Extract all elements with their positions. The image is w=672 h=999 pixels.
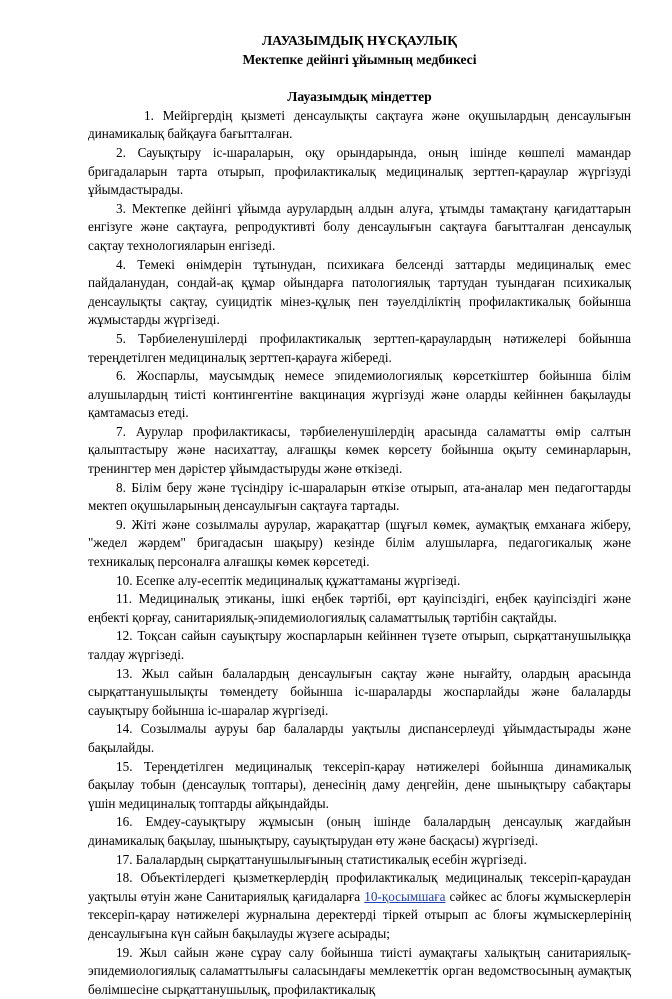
duties-list — [88, 107, 631, 999]
duty-item: 17. Балалардың сырқаттанушылығының статистикалық есебін жүргізеді. — [88, 851, 631, 870]
duty-item: 5. Тәрбиеленушілерді профилактикалық зерттеп-қараулардың нәтижелері бойынша тереңдетілген медициналық зерттеп-қарауға жібереді. — [88, 330, 631, 367]
duty-item: 15. Тереңдетілген медициналық тексеріп-қарау нәтижелері бойынша динамикалық бақылау тобын (денсаулық топтары), денесінің даму деңгейін, дене шынықтыру сабақтары үшін медициналық топтарды айқындайды. — [88, 758, 631, 814]
duty-item: 3. Мектепке дейінгі ұйымда аурулардың алдын алуға, ұтымды тамақтану қағидаттарын енгізуге және сақтауға, репродуктивті болу денсаулығын сақтауға бағытталған денсаулық сақтау технологияларын енгізеді. — [88, 200, 631, 256]
duty-item: 4. Темекі өнімдерін тұтынудан, психикаға белсенді заттарды медициналық емес пайдаланудан, сондай-ақ құмар ойындарға патологиялық тартудан туындаған психикалық денсаулықты сақтау, суицидтік мінез-құлық пен тәуелділіктің профилактикалық бойынша жұмыстарды жүргізеді. — [88, 256, 631, 330]
duty-item: 14. Созылмалы ауруы бар балаларды уақтылы диспансерлеуді ұйымдастырады және бақылайды. — [88, 720, 631, 757]
document-body — [88, 32, 631, 999]
duty-item: 2. Сауықтыру іс-шараларын, оқу орындарында, оның ішінде көшпелі мамандар бригадаларын тарта отырып, профилактикалық медициналық зерттеп-қараулар жүргізуді ұйымдастырады. — [88, 144, 631, 200]
duty-item: 19. Жыл сайын және сұрау салу бойынша тиісті аумақтағы халықтың санитариялық-эпидемиологиялық саламаттылығы саласындағы мемлекеттік орган ведомствосының аумақтық бөлімшесіне сырқаттанушылық, профилактикалық — [88, 944, 631, 999]
duty-item: 7. Аурулар профилактикасы, тәрбиеленушілердің арасында саламатты өмір салтын қалыптастыру және насихаттау, алғашқы көмек көрсету бойынша оқыту семинарларын, тренингтер мен дәрістер ұйымдастыруды және өткізеді. — [88, 423, 631, 479]
duty-item: 1. Мейіргердің қызметі денсаулықты сақтауға және оқушылардың денсаулығын динамикалық байқауға бағытталған. — [88, 107, 631, 144]
duty-item: 8. Білім беру және түсіндіру іс-шараларын өткізе отырып, ата-аналар мен педагогтарды мектеп оқушыларының денсаулығын сақтауға тартады. — [88, 479, 631, 516]
document-subtitle: Мектепке дейінгі ұйымның медбикесі — [88, 51, 631, 70]
duty-item: 9. Жіті және созылмалы аурулар, жарақаттар (шұғыл көмек, аумақтық емханаға жіберу, "жедел жәрдем" бригадасын шақыру) кезінде білім алушыларға, педагогикалық және техникалық персоналға алғашқы көмек көрсетеді. — [88, 516, 631, 572]
duty-item: 6. Жоспарлы, маусымдық немесе эпидемиологиялық көрсеткіштер бойынша білім алушылардың тиісті контингентіне вакцинация жүргізуді және оларды кейіннен бақылауды қамтамасыз етеді. — [88, 367, 631, 423]
section-heading: Лауазымдық міндеттер — [88, 88, 631, 107]
appendix-link[interactable]: 10-қосымшаға — [364, 889, 445, 904]
duty-item: 11. Медициналық этиканы, ішкі еңбек тәртібі, өрт қауіпсіздігі, еңбек қауіпсіздігі және еңбекті қорғау, санитариялық-эпидемиологиялық саламаттылық тәртібін сақтайды. — [88, 590, 631, 627]
duty-text-before-link: 18. Объектілердегі қызметкерлердің профилактикалық медициналық тексеріп-қараудан уақтылы өтуін және Санитариялық қағидаларға — [88, 870, 631, 904]
duty-item: 12. Тоқсан сайын сауықтыру жоспарларын кейіннен түзете отырып, сырқаттанушылыққа талдау жүргізеді. — [88, 627, 631, 664]
duty-item: 13. Жыл сайын балалардың денсаулығын сақтау және нығайту, олардың арасында сырқаттанушылықты төмендету бойынша іс-шараларды жоспарлайды және балаларды сауықтыру бойынша іс-шаралар жүргізеді. — [88, 665, 631, 721]
duty-item-with-link — [88, 869, 631, 943]
document-title: ЛАУАЗЫМДЫҚ НҰСҚАУЛЫҚ — [88, 32, 631, 51]
duty-item: 10. Есепке алу-есептік медициналық құжаттаманы жүргізеді. — [88, 572, 631, 591]
duty-item: 16. Емдеу-сауықтыру жұмысын (оның ішінде балалардың денсаулық жағдайын динамикалық бақылау, шынықтыру, сауықтырудан өту және басқасы) жүргізеді. — [88, 813, 631, 850]
duty-text-after-link: сәйкес ас блоғы жұмыскерлерін тексеріп-қарау нәтижелері журналына деректерді тіркей отырып ас блоғы жұмыскерлерінің денсаулығына күн сайын бақылауды жүзеге асырады; — [88, 889, 631, 941]
